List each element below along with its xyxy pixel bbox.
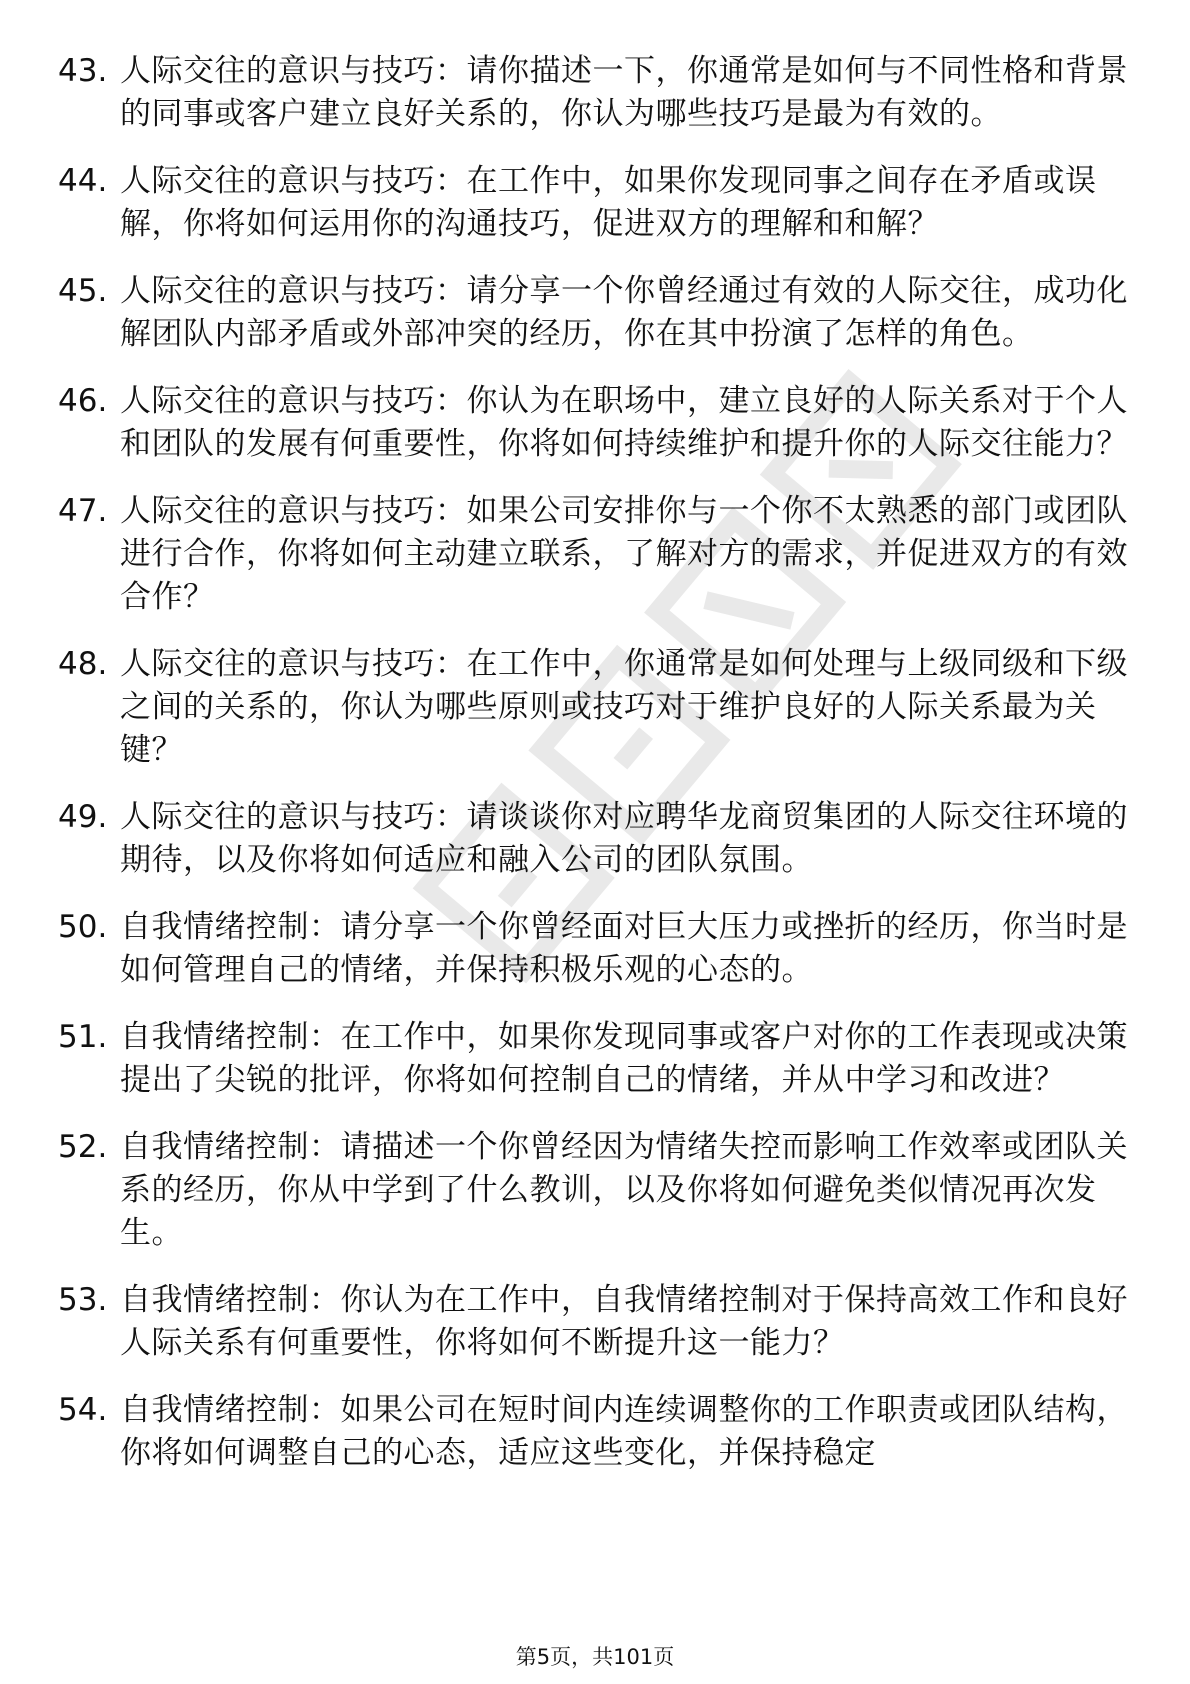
question-text: 人际交往的意识与技巧：在工作中，如果你发现同事之间存在矛盾或误解，你将如何运用你的沟通技巧，促进双方的理解和和解？ (120, 163, 1097, 242)
page-number-footer: 第5页，共101页 (515, 1645, 675, 1669)
question-item (58, 906, 1133, 992)
question-item (58, 1016, 1133, 1102)
question-number: 50. (58, 909, 108, 945)
question-text: 人际交往的意识与技巧：请谈谈你对应聘华龙商贸集团的人际交往环境的期待，以及你将如何适应和融入公司的团队氛围。 (120, 799, 1128, 878)
question-item (58, 490, 1133, 619)
question-text: 人际交往的意识与技巧：在工作中，你通常是如何处理与上级同级和下级之间的关系的，你认为哪些原则或技巧对于维护良好的人际关系最为关键？ (120, 646, 1128, 768)
question-text: 人际交往的意识与技巧：请你描述一下，你通常是如何与不同性格和背景的同事或客户建立良好关系的，你认为哪些技巧是最为有效的。 (120, 53, 1128, 132)
question-number: 53. (58, 1282, 108, 1318)
question-item (58, 796, 1133, 882)
question-item (58, 380, 1133, 466)
question-item (58, 1126, 1133, 1255)
question-item (58, 270, 1133, 356)
question-number: 49. (58, 799, 108, 835)
question-text: 人际交往的意识与技巧：你认为在职场中，建立良好的人际关系对于个人和团队的发展有何重要性，你将如何持续维护和提升你的人际交往能力？ (120, 383, 1128, 462)
question-number: 47. (58, 493, 108, 529)
question-text: 人际交往的意识与技巧：如果公司安排你与一个你不太熟悉的部门或团队进行合作，你将如何主动建立联系，了解对方的需求，并促进双方的有效合作？ (120, 493, 1128, 615)
question-number: 52. (58, 1129, 108, 1165)
question-item (58, 643, 1133, 772)
question-item (58, 50, 1133, 136)
question-number: 54. (58, 1392, 108, 1428)
question-text: 自我情绪控制：如果公司在短时间内连续调整你的工作职责或团队结构，你将如何调整自己的心态，适应这些变化，并保持稳定 (120, 1392, 1128, 1471)
question-number: 44. (58, 163, 108, 199)
question-number: 46. (58, 383, 108, 419)
question-number: 51. (58, 1019, 108, 1055)
question-item (58, 1279, 1133, 1365)
question-text: 自我情绪控制：你认为在工作中，自我情绪控制对于保持高效工作和良好人际关系有何重要性，你将如何不断提升这一能力？ (120, 1282, 1128, 1361)
question-text: 自我情绪控制：请描述一个你曾经因为情绪失控而影响工作效率或团队关系的经历，你从中学到了什么教训，以及你将如何避免类似情况再次发生。 (120, 1129, 1128, 1251)
question-item (58, 160, 1133, 246)
question-number: 43. (58, 53, 108, 89)
question-item (58, 1389, 1133, 1475)
question-text: 自我情绪控制：在工作中，如果你发现同事或客户对你的工作表现或决策提出了尖锐的批评，你将如何控制自己的情绪，并从中学习和改进？ (120, 1019, 1128, 1098)
question-number: 48. (58, 646, 108, 682)
question-list (58, 50, 1133, 1499)
question-text: 人际交往的意识与技巧：请分享一个你曾经通过有效的人际交往，成功化解团队内部矛盾或外部冲突的经历，你在其中扮演了怎样的角色。 (120, 273, 1128, 352)
question-number: 45. (58, 273, 108, 309)
question-text: 自我情绪控制：请分享一个你曾经面对巨大压力或挫折的经历，你当时是如何管理自己的情绪，并保持积极乐观的心态的。 (120, 909, 1128, 988)
